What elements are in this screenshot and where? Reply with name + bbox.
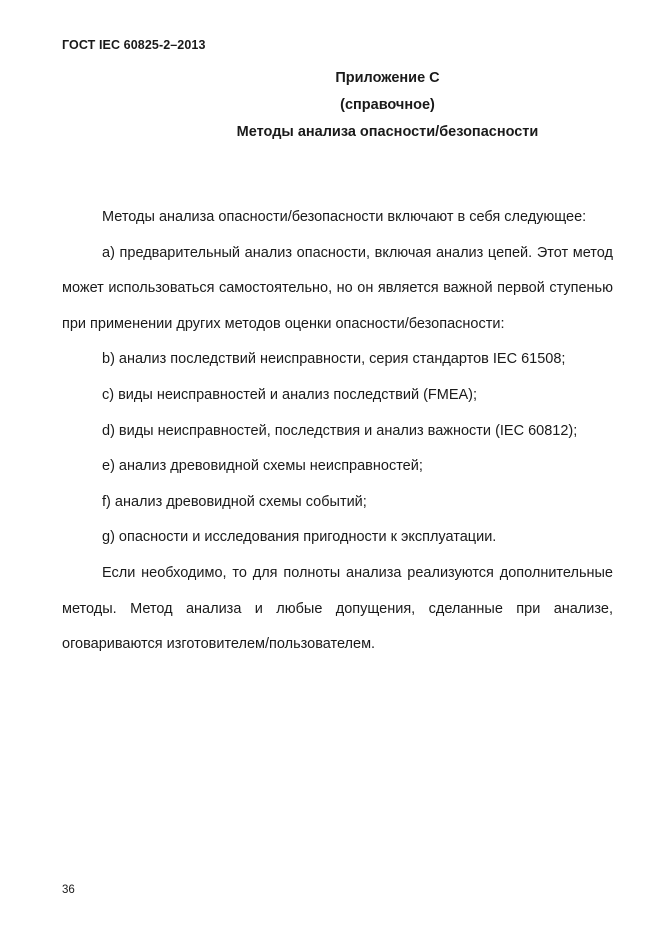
list-item-e: e) анализ древовидной схемы неисправностей; [102,458,423,475]
closing-paragraph: Если необходимо, то для полноты анализа реализуются дополнительные методы. Метод анализа и любые допущения, сделанные при анализе, оговариваются изготовителем/пользователем. [62,564,613,653]
annex-heading: Методы анализа опасности/безопасности [236,124,539,140]
list-item-a: а) предварительный анализ опасности, включая анализ цепей. Этот метод может использоваться самостоятельно, но он является важной первой ступенью при применении других методов оценки опасности/безопасности: [62,244,613,332]
list-item-f: f) анализ древовидной схемы событий; [102,493,367,510]
intro-paragraph: Методы анализа опасности/безопасности включают в себя следующее: [102,209,587,225]
list-item-g: g) опасности и исследования пригодности к эксплуатации. [102,529,497,546]
list-item-d: d) виды неисправностей, последствия и анализ важности (IEC 60812); [102,422,578,439]
body-text [62,200,613,663]
document-code: ГОСТ IEC 60825-2–2013 [62,38,206,52]
list-item-b: b) анализ последствий неисправности, серия стандартов IEC 61508; [102,351,566,368]
list-item-c: c) виды неисправностей и анализ последствий (FMEA); [102,386,478,403]
page-number: 36 [62,884,75,896]
annex-type: (справочное) [340,97,435,113]
annex-title: Приложение С [335,70,440,86]
